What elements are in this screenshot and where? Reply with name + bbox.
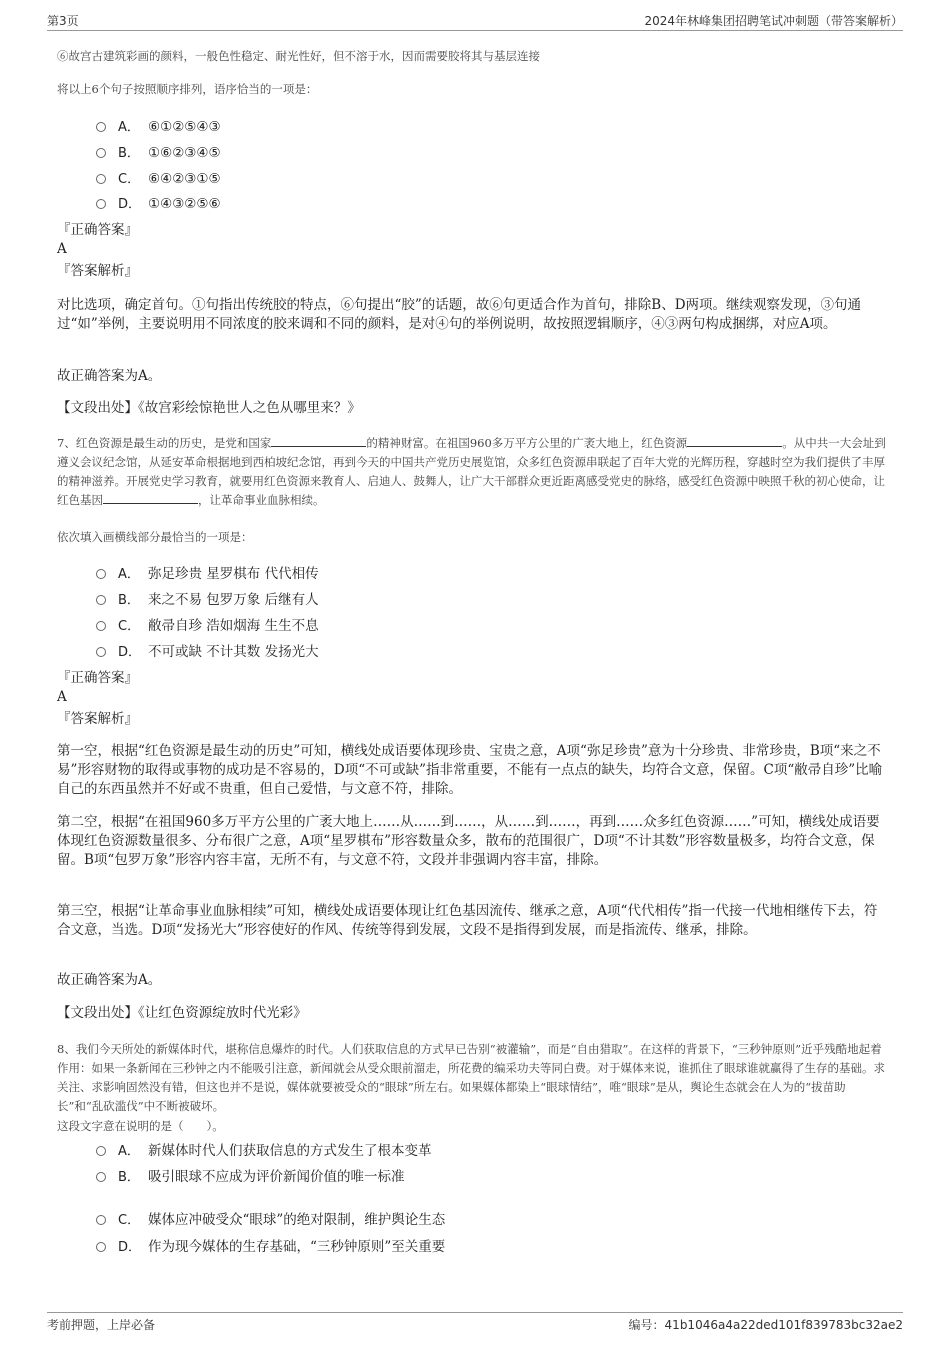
radio-icon[interactable] <box>96 1215 106 1225</box>
page-footer <box>47 1312 903 1333</box>
radio-icon[interactable] <box>96 148 106 158</box>
q7-analysis-second: 第二空，根据“在祖国960多万平方公里的广袤大地上……从……到……，从……到……，再到……众多红色资源……”可知，横线处成语要体现红色资源数量很多、分布很广之意，A项“星罗棋布”形容数量众多，散布的范围很广，D项“不计其数”形容数量极多，均符合文意，保留。B项“包罗万象”形容内容丰富，无所不有，与文意不符，文段并非强调内容丰富，排除。 <box>57 814 880 868</box>
q7-answer-label: 『正确答案』 <box>57 670 138 686</box>
radio-icon[interactable] <box>96 1242 106 1252</box>
radio-icon[interactable] <box>96 199 106 209</box>
radio-icon[interactable] <box>96 1172 106 1182</box>
fill-blank <box>271 434 366 447</box>
q6-prompt: 将以上6个句子按照顺序排列，语序恰当的一项是： <box>57 82 318 96</box>
q6-option-b[interactable]: B． ①⑥②③④⑤ <box>96 143 221 163</box>
q6-option-d[interactable]: D． ①④③②⑤⑥ <box>96 194 221 214</box>
q8-option-a[interactable]: A． 新媒体时代人们获取信息的方式发生了根本变革 <box>96 1141 432 1161</box>
document-id: 编号：41b1046a4a22ded101f839783bc32ae2 <box>628 1318 903 1332</box>
q8-option-c[interactable]: C． 媒体应冲破受众“眼球”的绝对限制，维护舆论生态 <box>96 1210 445 1230</box>
radio-icon[interactable] <box>96 174 106 184</box>
fill-blank <box>103 491 198 504</box>
q7-analysis-first: 第一空，根据“红色资源是最生动的历史”可知，横线处成语要体现珍贵、宝贵之意，A项“弥足珍贵”意为十分珍贵、非常珍贵，B项“来之不易”形容财物的取得或事物的成功是不容易的，D项“不可或缺”指非常重要，不能有一点点的缺失，均符合文意，保留。C项“敝帚自珍”比喻自己的东西虽然并不好或不贵重，但自己爱惜，与文意不符，排除。 <box>57 743 883 797</box>
q6-analysis-text: 对比选项，确定首句。①句指出传统胶的特点，⑥句提出“胶”的话题，故⑥句更适合作为首句，排除B、D两项。继续观察发现，③句通过“如”举例，主要说明用不同浓度的胶来调和不同的颜料，是对④句的举例说明，故按照逻辑顺序，④③两句构成捆绑，对应A项。 <box>57 297 862 332</box>
q6-conclusion: 故正确答案为A。 <box>57 368 162 384</box>
q6-option-c[interactable]: C． ⑥④②③①⑤ <box>96 169 221 189</box>
q8-option-b[interactable]: B． 吸引眼球不应成为评价新闻价值的唯一标准 <box>96 1167 405 1187</box>
q8-option-d[interactable]: D． 作为现今媒体的生存基础，“三秒钟原则”至关重要 <box>96 1237 445 1257</box>
fill-blank <box>687 434 782 447</box>
q8-passage: 8、我们今天所处的新媒体时代，堪称信息爆炸的时代。人们获取信息的方式早已告别“被灌输”，而是“自由猎取”。在这样的背景下，“三秒钟原则”近乎残酷地起着作用：如果一条新闻在三秒钟之内不能吸引注意，新闻就会从受众眼前溜走，所花费的编采功夫等同白费。对于媒体来说，谁抓住了眼球谁就赢得了生存的基础。求关注、求影响固然没有错，但这也并不是说，媒体就要被受众的“眼球”所左右。如果媒体都染上“眼球情结”，唯“眼球”是从，舆论生态就会在人为的“拔苗助长”和“乱砍滥伐”中不断被破坏。 <box>57 1042 885 1113</box>
q6-answer-label: 『正确答案』 <box>57 222 138 238</box>
q7-source: 【文段出处】《让红色资源绽放时代光彩》 <box>57 1005 307 1021</box>
q7-option-c[interactable]: C． 敝帚自珍 浩如烟海 生生不息 <box>96 616 319 636</box>
q7-answer: A <box>57 689 67 705</box>
radio-icon[interactable] <box>96 122 106 132</box>
q6-sentence-6: ⑥故宫古建筑彩画的颜料，一般色性稳定、耐光性好，但不溶于水，因而需要胶将其与基层连接 <box>57 49 540 63</box>
q7-conclusion: 故正确答案为A。 <box>57 972 162 988</box>
q7-analysis-third: 第三空，根据“让革命事业血脉相续”可知，横线处成语要体现让红色基因流传、继承之意，A项“代代相传”指一代接一代地相继传下去，符合文意，当选。D项“发扬光大”形容使好的作风、传统等得到发展，文段不是指得到发展，而是指流传、继承，排除。 <box>57 903 878 938</box>
q7-option-b[interactable]: B． 来之不易 包罗万象 后继有人 <box>96 590 319 610</box>
q7-option-d[interactable]: D． 不可或缺 不计其数 发扬光大 <box>96 642 319 662</box>
q7-analysis-label: 『答案解析』 <box>57 711 138 727</box>
q6-analysis-label: 『答案解析』 <box>57 263 138 279</box>
radio-icon[interactable] <box>96 647 106 657</box>
radio-icon[interactable] <box>96 1146 106 1156</box>
document-title: 2024年林峰集团招聘笔试冲刺题（带答案解析） <box>644 14 903 28</box>
q7-prompt: 依次填入画横线部分最恰当的一项是： <box>57 530 253 544</box>
q7-passage: 7、红色资源是最生动的历史，是党和国家 的精神财富。在祖国960多万平方公里的广袤大地上，红色资源 。从中共一大会址到遵义会议纪念馆，从延安革命根据地到西柏坡纪念馆，再到今天的中国共产党历史展览馆，众多红色资源串联起了百年大党的光辉历程，穿越时空为我们提供了丰厚的精神滋养。开展党史学习教育，就要用红色资源来教育人、启迪人、鼓舞人，让广大干部群众更近距离感受党史的脉络，感受红色资源中映照千秋的初心使命，让红色基因 ，让革命事业血脉相续。 <box>57 436 886 507</box>
q8-prompt: 这段文字意在说明的是（ ）。 <box>57 1119 224 1133</box>
q6-option-a[interactable]: A． ⑥①②⑤④③ <box>96 117 221 137</box>
q6-source: 【文段出处】《故宫彩绘惊艳世人之色从哪里来？》 <box>57 400 361 416</box>
page-number: 第3页 <box>47 14 79 28</box>
footer-slogan: 考前押题，上岸必备 <box>47 1318 156 1332</box>
q7-option-a[interactable]: A． 弥足珍贵 星罗棋布 代代相传 <box>96 564 319 584</box>
radio-icon[interactable] <box>96 621 106 631</box>
q6-answer: A <box>57 241 67 257</box>
radio-icon[interactable] <box>96 595 106 605</box>
radio-icon[interactable] <box>96 569 106 579</box>
page-header <box>47 12 903 31</box>
